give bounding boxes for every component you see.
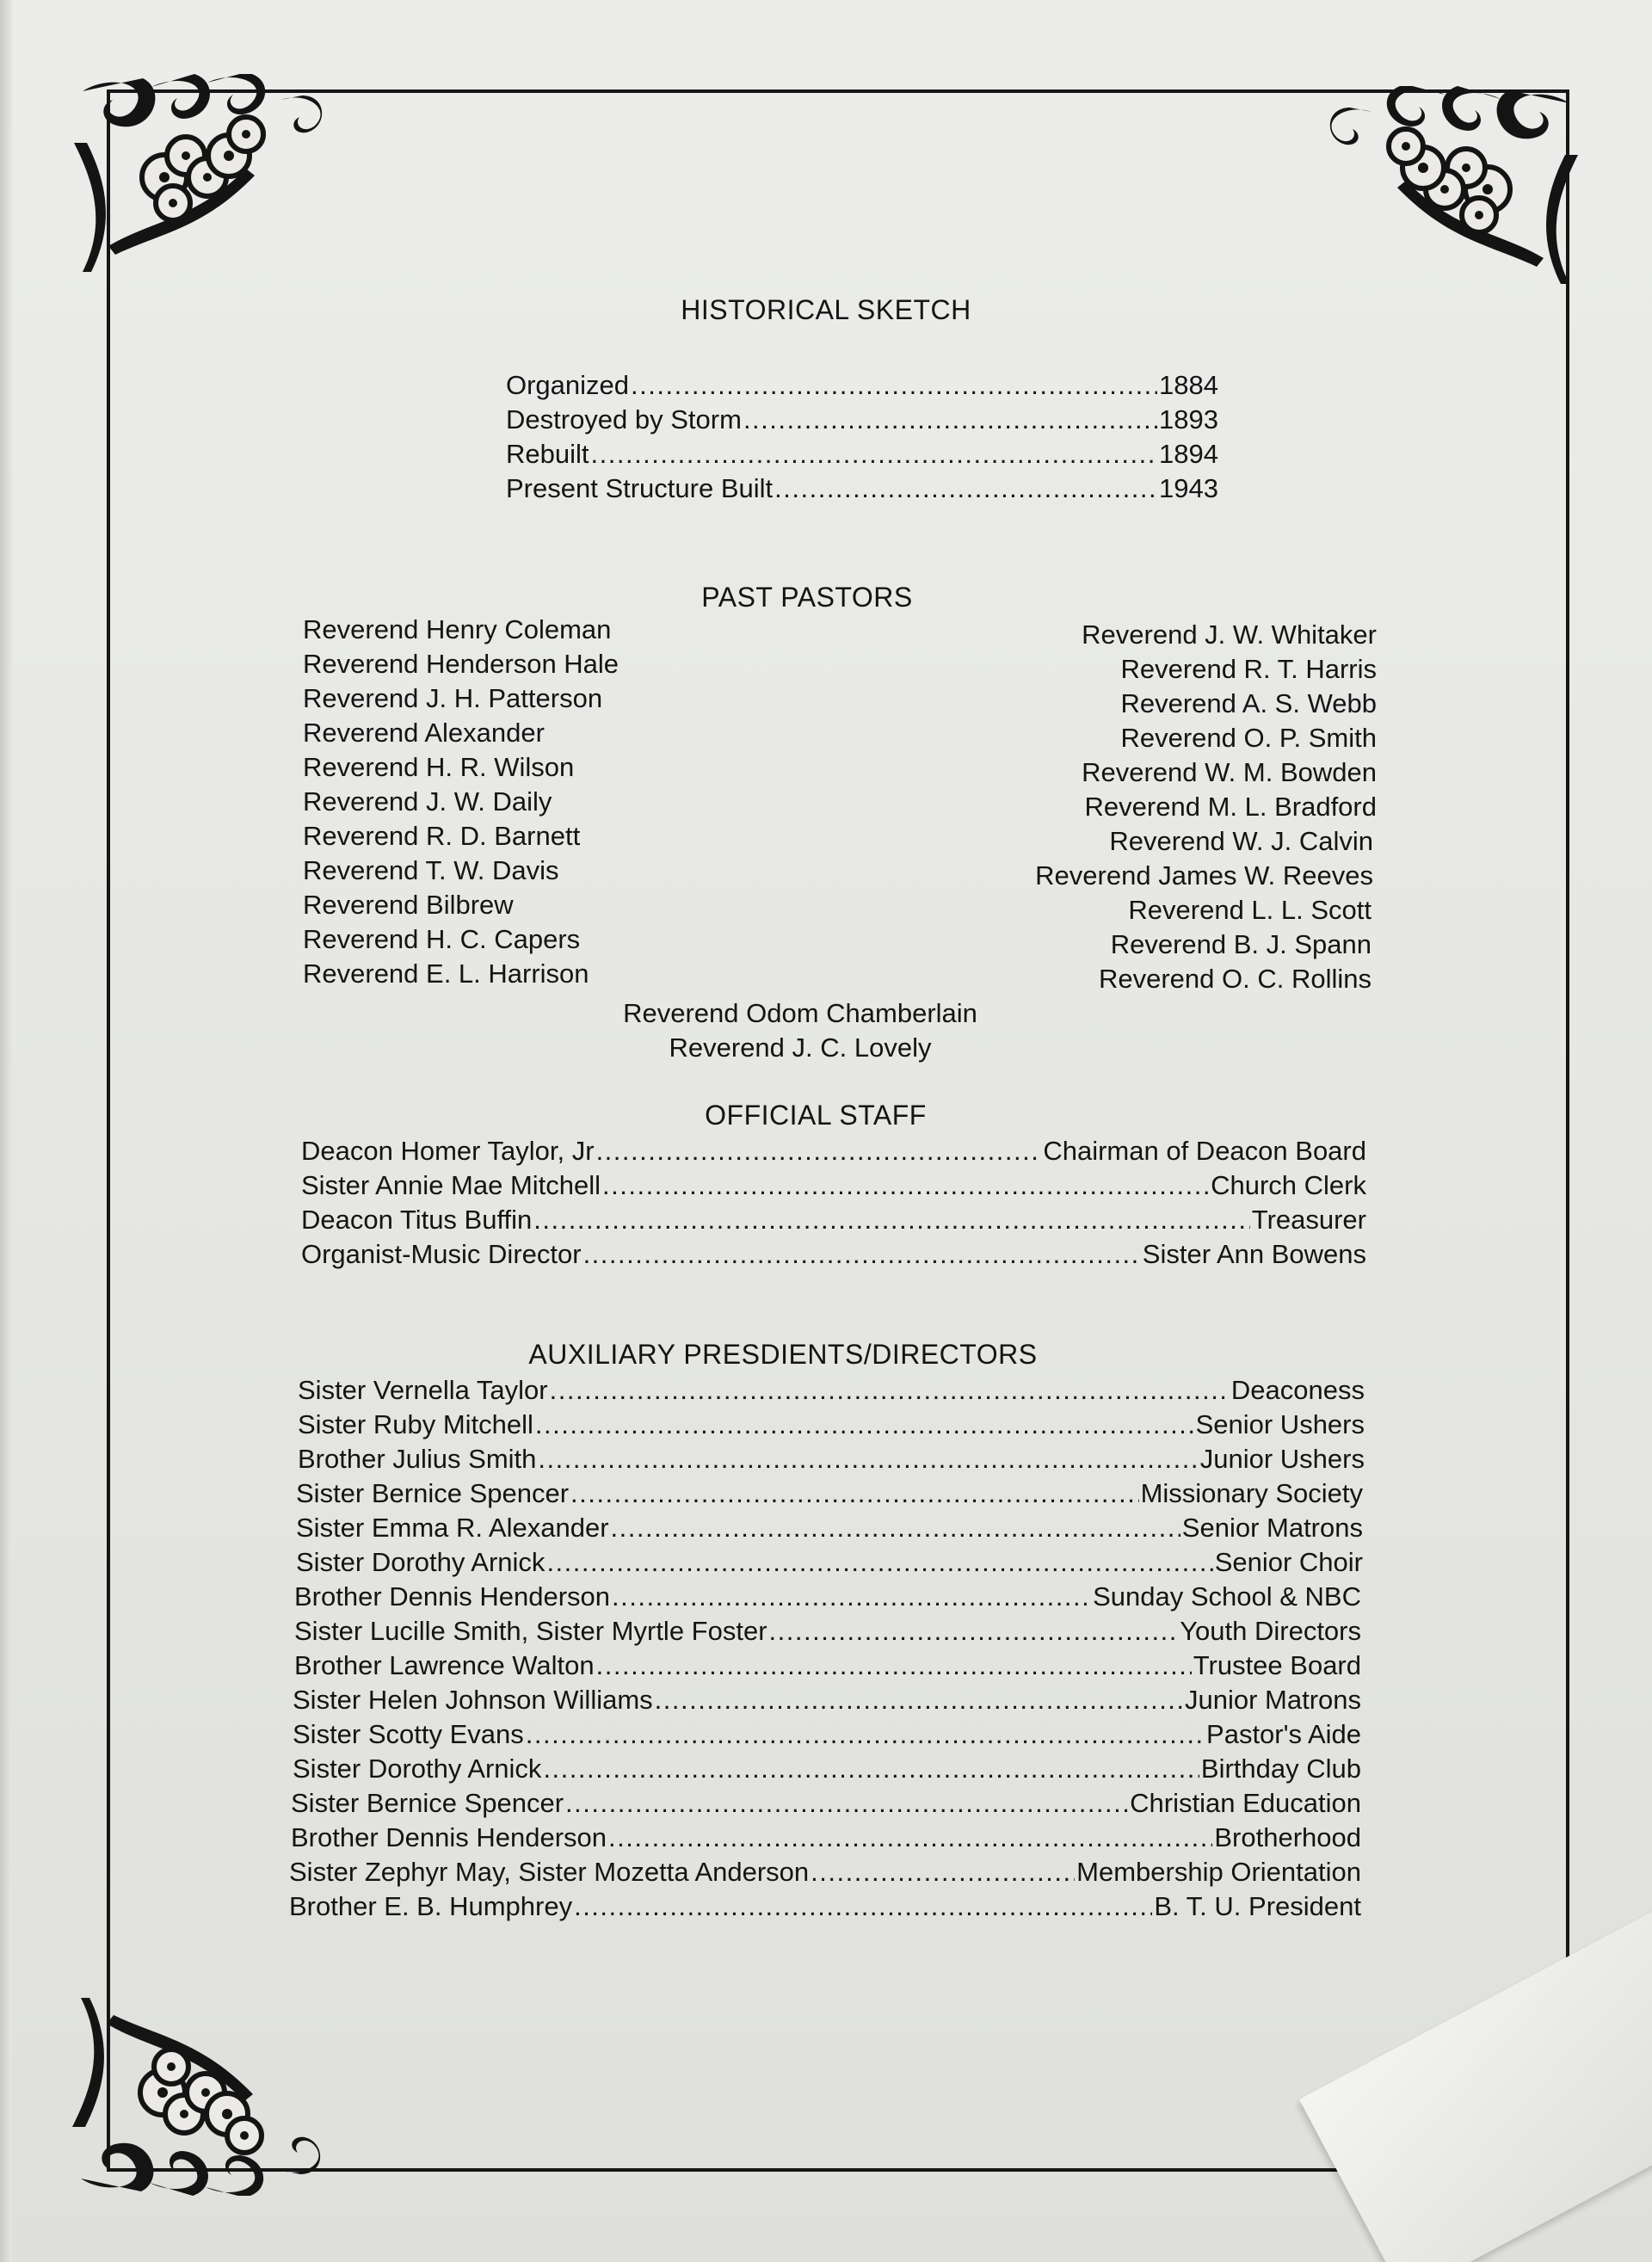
dot-leader <box>596 1134 1042 1168</box>
dot-leader <box>602 1168 1209 1203</box>
staff-row <box>301 1203 1366 1237</box>
dot-leader <box>811 1855 1075 1889</box>
auxiliary-name: Sister Vernella Taylor <box>298 1375 548 1405</box>
history-row-organized <box>506 368 1218 403</box>
auxiliary-role: Senior Matrons <box>1181 1513 1363 1543</box>
auxiliary-row <box>291 1786 1361 1821</box>
dot-leader <box>546 1545 1212 1580</box>
pastor-left: Reverend Henry Coleman <box>303 614 612 644</box>
pastor-right: Reverend B. J. Spann <box>1110 929 1372 959</box>
auxiliary-heading: AUXILIARY PRESDIENTS/DIRECTORS <box>528 1339 1038 1370</box>
auxiliary-row <box>293 1752 1361 1786</box>
auxiliary-role: Brotherhood <box>1214 1822 1361 1852</box>
past-pastors-heading: PAST PASTORS <box>701 582 913 613</box>
auxiliary-name: Brother Dennis Henderson <box>294 1581 611 1612</box>
pastor-center: Reverend J. C. Lovely <box>669 1032 932 1063</box>
auxiliary-name: Sister Scotty Evans <box>293 1719 524 1749</box>
dot-leader <box>769 1614 1179 1649</box>
dot-leader <box>608 1821 1212 1855</box>
pastor-left: Reverend Henderson Hale <box>303 649 620 679</box>
dot-leader <box>533 1203 1250 1237</box>
dot-leader <box>612 1580 1091 1614</box>
auxiliary-name: Sister Helen Johnson Williams <box>293 1685 653 1715</box>
auxiliary-role: Membership Orientation <box>1076 1857 1361 1887</box>
auxiliary-name: Sister Ruby Mitchell <box>298 1409 533 1439</box>
staff-name: Organist-Music Director <box>301 1239 582 1269</box>
auxiliary-role: Christian Education <box>1130 1788 1361 1818</box>
auxiliary-name: Brother Lawrence Walton <box>294 1650 595 1680</box>
history-row-present-structure <box>506 472 1218 506</box>
auxiliary-name: Sister Zephyr May, Sister Mozetta Anderson <box>289 1857 810 1887</box>
pastor-right: Reverend J. W. Whitaker <box>1082 619 1377 650</box>
dot-leader <box>743 403 1157 437</box>
floral-corner-ornament-bottom-left <box>72 1989 330 2196</box>
auxiliary-row <box>294 1614 1361 1649</box>
auxiliary-row <box>298 1373 1365 1408</box>
auxiliary-row <box>293 1683 1361 1717</box>
auxiliary-row <box>298 1442 1365 1476</box>
auxiliary-row <box>298 1408 1365 1442</box>
dot-leader <box>565 1786 1128 1821</box>
dot-leader <box>543 1752 1199 1786</box>
staff-role: Treasurer <box>1251 1205 1366 1235</box>
history-year: 1943 <box>1159 473 1218 503</box>
pastor-right: Reverend M. L. Bradford <box>1084 792 1377 822</box>
staff-row <box>301 1134 1366 1168</box>
auxiliary-row <box>296 1476 1363 1511</box>
pastor-right: Reverend W. M. Bowden <box>1082 757 1377 787</box>
pastor-left: Reverend H. R. Wilson <box>303 752 575 782</box>
auxiliary-role: Junior Ushers <box>1199 1444 1365 1474</box>
pastor-right: Reverend W. J. Calvin <box>1109 826 1373 856</box>
staff-row <box>301 1168 1366 1203</box>
dot-leader <box>570 1476 1139 1511</box>
staff-role: Sister Ann Bowens <box>1142 1239 1366 1269</box>
pastor-left: Reverend Bilbrew <box>303 890 514 920</box>
auxiliary-role: Youth Directors <box>1180 1616 1361 1646</box>
auxiliary-row <box>293 1717 1361 1752</box>
auxiliary-name: Sister Bernice Spencer <box>296 1478 570 1508</box>
pastor-left: Reverend T. W. Davis <box>303 855 559 885</box>
pastor-left: Reverend H. C. Capers <box>303 924 581 954</box>
pastor-right: Reverend A. S. Webb <box>1120 688 1377 718</box>
floral-corner-ornament-top-right <box>1320 86 1578 293</box>
auxiliary-role: Sunday School & NBC <box>1093 1581 1361 1612</box>
pastor-left: Reverend Alexander <box>303 718 545 748</box>
dot-leader <box>535 1408 1194 1442</box>
history-row-rebuilt <box>506 437 1218 472</box>
auxiliary-role: Birthday Club <box>1200 1754 1361 1784</box>
auxiliary-name: Sister Emma R. Alexander <box>296 1513 609 1543</box>
staff-row <box>301 1237 1366 1272</box>
auxiliary-role: Senior Ushers <box>1195 1409 1365 1439</box>
auxiliary-row <box>294 1649 1361 1683</box>
history-label: Organized <box>506 370 630 400</box>
staff-role: Church Clerk <box>1211 1170 1366 1200</box>
auxiliary-name: Sister Dorothy Arnick <box>296 1547 546 1577</box>
dot-leader <box>574 1889 1152 1924</box>
dot-leader <box>591 437 1158 472</box>
pastor-left: Reverend J. H. Patterson <box>303 683 603 713</box>
auxiliary-name: Brother Dennis Henderson <box>291 1822 607 1852</box>
dot-leader <box>774 472 1157 506</box>
auxiliary-role: Pastor's Aide <box>1206 1719 1361 1749</box>
staff-name: Deacon Homer Taylor, Jr <box>301 1136 595 1166</box>
auxiliary-row <box>291 1821 1361 1855</box>
auxiliary-role: Missionary Society <box>1140 1478 1363 1508</box>
auxiliary-name: Brother Julius Smith <box>298 1444 537 1474</box>
historical-sketch-heading: HISTORICAL SKETCH <box>681 294 971 325</box>
history-label: Rebuilt <box>506 439 589 469</box>
history-year: 1884 <box>1159 370 1218 400</box>
auxiliary-role: Senior Choir <box>1214 1547 1363 1577</box>
auxiliary-row <box>296 1511 1363 1545</box>
auxiliary-row <box>294 1580 1361 1614</box>
auxiliary-role: Deaconess <box>1230 1375 1365 1405</box>
dot-leader <box>583 1237 1141 1272</box>
official-staff-heading: OFFICIAL STAFF <box>705 1100 927 1131</box>
dot-leader <box>538 1442 1198 1476</box>
auxiliary-role: Trustee Board <box>1193 1650 1361 1680</box>
floral-corner-ornament-top-left <box>74 74 332 280</box>
history-year: 1893 <box>1159 404 1218 435</box>
history-label: Present Structure Built <box>506 473 774 503</box>
pastor-center: Reverend Odom Chamberlain <box>623 998 977 1028</box>
pastor-left: Reverend R. D. Barnett <box>303 821 581 851</box>
pastor-right: Reverend O. C. Rollins <box>1098 964 1372 994</box>
auxiliary-row <box>289 1889 1361 1924</box>
dot-leader <box>550 1373 1230 1408</box>
auxiliary-role: B. T. U. President <box>1154 1891 1361 1921</box>
auxiliary-name: Brother E. B. Humphrey <box>289 1891 573 1921</box>
pastor-left: Reverend E. L. Harrison <box>303 958 589 989</box>
auxiliary-name: Sister Lucille Smith, Sister Myrtle Foster <box>294 1616 767 1646</box>
pastor-right: Reverend James W. Reeves <box>1035 860 1373 891</box>
pastor-right: Reverend L. L. Scott <box>1128 895 1372 925</box>
auxiliary-name: Sister Dorothy Arnick <box>293 1754 542 1784</box>
history-year: 1894 <box>1159 439 1218 469</box>
auxiliary-row <box>296 1545 1363 1580</box>
auxiliary-role: Junior Matrons <box>1184 1685 1361 1715</box>
dot-leader <box>596 1649 1192 1683</box>
pastor-right: Reverend R. T. Harris <box>1120 654 1377 684</box>
auxiliary-row <box>289 1855 1361 1889</box>
dot-leader <box>611 1511 1180 1545</box>
staff-name: Sister Annie Mae Mitchell <box>301 1170 601 1200</box>
history-row-destroyed <box>506 403 1218 437</box>
dot-leader <box>526 1717 1205 1752</box>
dot-leader <box>655 1683 1183 1717</box>
auxiliary-name: Sister Bernice Spencer <box>291 1788 564 1818</box>
staff-role: Chairman of Deacon Board <box>1043 1136 1366 1166</box>
history-label: Destroyed by Storm <box>506 404 742 435</box>
pastor-left: Reverend J. W. Daily <box>303 786 552 817</box>
staff-name: Deacon Titus Buffin <box>301 1205 533 1235</box>
dot-leader <box>631 368 1157 403</box>
pastor-right: Reverend O. P. Smith <box>1120 723 1377 753</box>
